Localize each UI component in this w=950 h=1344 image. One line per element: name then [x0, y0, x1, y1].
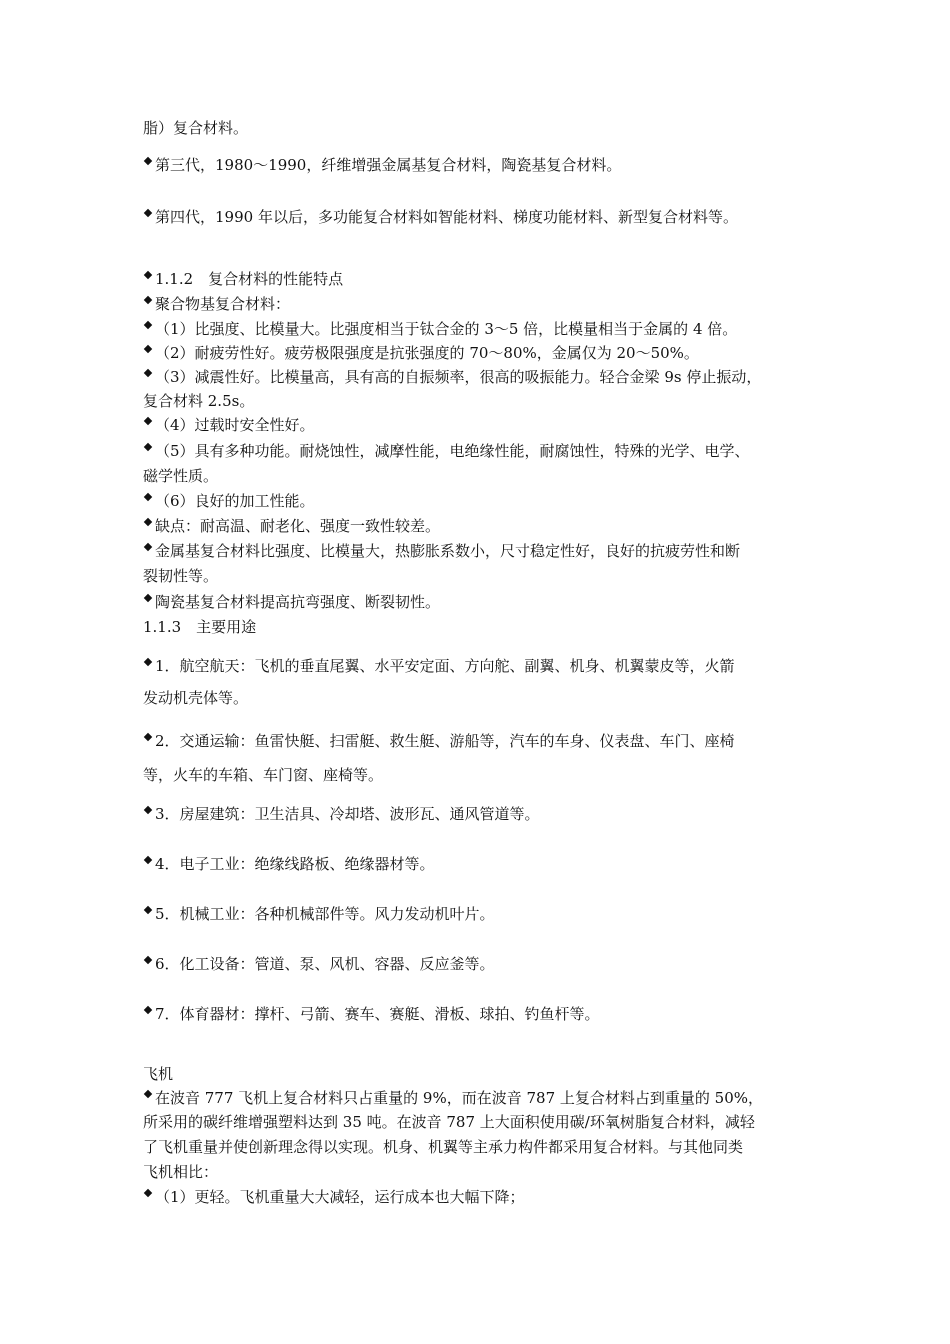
text-line: 7．体育器材：撑杆、弓箭、赛车、赛艇、滑板、球拍、钓鱼杆等。 — [143, 1004, 813, 1024]
section-heading: 1.1.3 主要用途 — [143, 618, 257, 636]
text-line: （1）比强度、比模量大。比强度相当于钛合金的 3～5 倍，比模量相当于金属的 4 倍。 — [143, 319, 813, 339]
bullet-icon — [144, 443, 152, 451]
bullet-icon — [144, 1090, 152, 1098]
bullet-icon — [144, 733, 152, 741]
bullet-icon — [144, 658, 152, 666]
bullet-icon — [144, 271, 152, 279]
text-line: 6．化工设备：管道、泵、风机、容器、反应釜等。 — [143, 954, 813, 974]
text-line: 复合材料 2.5s。 — [143, 392, 255, 410]
text-line: 所采用的碳纤维增强塑料达到 35 吨。在波音 787 上大面积使用碳/环氧树脂复合材料，减轻 — [143, 1113, 755, 1131]
bullet-icon — [144, 493, 152, 501]
text-line: （2）耐疲劳性好。疲劳极限强度是抗张强度的 70～80%，金属仅为 20～50%。 — [143, 343, 813, 363]
section-heading: 飞机 — [143, 1065, 174, 1083]
bullet-icon — [144, 209, 152, 217]
text-line: 1．航空航天：飞机的垂直尾翼、水平安定面、方向舵、副翼、机身、机翼蒙皮等，火箭 — [143, 656, 813, 676]
bullet-icon — [144, 1006, 152, 1014]
text-line: 3．房屋建筑：卫生洁具、冷却塔、波形瓦、通风管道等。 — [143, 804, 813, 824]
text-line: 磁学性质。 — [143, 467, 219, 485]
text-line: （1）更轻。飞机重量大大减轻，运行成本也大幅下降； — [143, 1187, 813, 1207]
bullet-icon — [144, 518, 152, 526]
bullet-icon — [144, 956, 152, 964]
text-line: 2．交通运输：鱼雷快艇、扫雷艇、救生艇、游船等，汽车的车身、仪表盘、车门、座椅 — [143, 731, 813, 751]
text-line: （5）具有多种功能。耐烧蚀性，减摩性能，电绝缘性能，耐腐蚀性，特殊的光学、电学、 — [143, 441, 813, 461]
text-line: 聚合物基复合材料： — [143, 294, 813, 314]
bullet-icon — [144, 1189, 152, 1197]
bullet-icon — [144, 345, 152, 353]
text-line: （3）减震性好。比模量高，具有高的自振频率，很高的吸振能力。轻合金梁 9s 停止振动， — [143, 367, 813, 387]
bullet-icon — [144, 594, 152, 602]
bullet-icon — [144, 157, 152, 165]
text-line: 第三代，1980～1990，纤维增强金属基复合材料，陶瓷基复合材料。 — [143, 155, 813, 175]
section-heading: 1.1.2 复合材料的性能特点 — [143, 269, 813, 289]
bullet-icon — [144, 856, 152, 864]
text-line: 5．机械工业：各种机械部件等。风力发动机叶片。 — [143, 904, 813, 924]
text-line: 等，火车的车箱、车门窗、座椅等。 — [143, 766, 384, 784]
text-line: 发动机壳体等。 — [143, 689, 249, 707]
text-line: 裂韧性等。 — [143, 567, 219, 585]
text-line: （6）良好的加工性能。 — [143, 491, 813, 511]
bullet-icon — [144, 543, 152, 551]
bullet-icon — [144, 296, 152, 304]
bullet-icon — [144, 417, 152, 425]
text-line: 飞机相比： — [143, 1163, 219, 1181]
text-line: 在波音 777 飞机上复合材料只占重量的 9%，而在波音 787 上复合材料占到重量的 50%， — [143, 1088, 813, 1108]
text-line: 第四代，1990 年以后，多功能复合材料如智能材料、梯度功能材料、新型复合材料等。 — [143, 207, 813, 227]
bullet-icon — [144, 321, 152, 329]
bullet-icon — [144, 369, 152, 377]
text-line: 金属基复合材料比强度、比模量大，热膨胀系数小，尺寸稳定性好，良好的抗疲劳性和断 — [143, 541, 813, 561]
bullet-icon — [144, 806, 152, 814]
text-line: 缺点：耐高温、耐老化、强度一致性较差。 — [143, 516, 813, 536]
text-line: 了飞机重量并使创新理念得以实现。机身、机翼等主承力构件都采用复合材料。与其他同类 — [143, 1138, 744, 1156]
text-line: 陶瓷基复合材料提高抗弯强度、断裂韧性。 — [143, 592, 813, 612]
text-line: 脂）复合材料。 — [143, 119, 249, 137]
text-line: （4）过载时安全性好。 — [143, 415, 813, 435]
text-line: 4．电子工业：绝缘线路板、绝缘器材等。 — [143, 854, 813, 874]
bullet-icon — [144, 906, 152, 914]
